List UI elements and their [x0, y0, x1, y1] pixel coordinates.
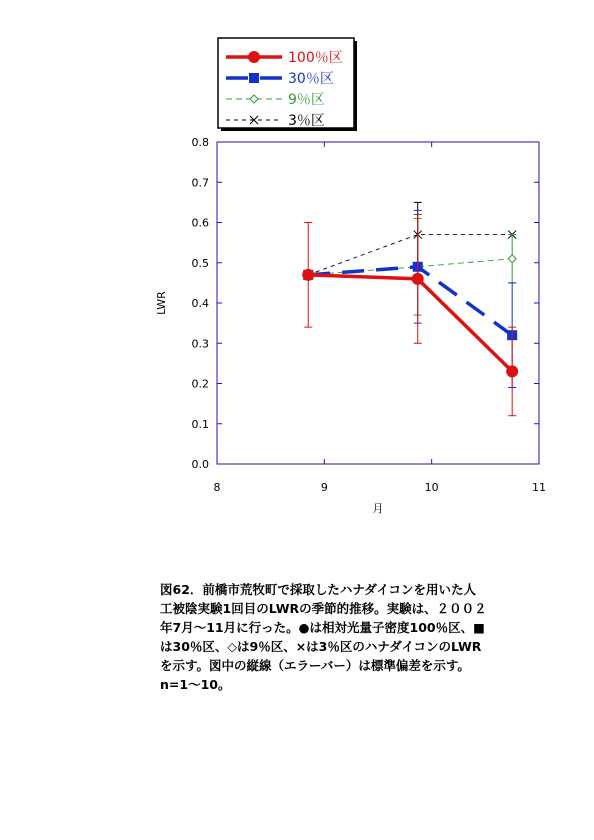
data-point: [508, 255, 516, 263]
series-square: [303, 210, 517, 387]
figure-caption: [160, 580, 560, 694]
series-line: [308, 275, 512, 372]
y-tick-label: 0.3: [191, 337, 209, 351]
caption-line: 図62．前橋市荒牧町で採取したハナダイコンを用いた人: [160, 582, 477, 597]
x-tick-label: 8: [213, 481, 221, 494]
x-axis: [214, 142, 547, 494]
caption-line: n=1～10。: [160, 677, 231, 692]
y-tick-label: 0.0: [191, 458, 209, 471]
legend-label: 9％区: [288, 92, 325, 108]
series-layer: [302, 202, 518, 415]
caption-line: 年7月～11月に行った。●は相対光量子密度100％区、■: [160, 620, 485, 635]
legend-marker: [249, 73, 259, 83]
caption-line: は30％区、◇は9％区、×は3％区のハナダイコンのLWR: [160, 639, 482, 654]
y-axis-label: LWR: [155, 291, 168, 315]
y-tick-label: 0.1: [191, 417, 209, 431]
series-circle: [302, 214, 518, 415]
plot-frame: [217, 142, 539, 464]
data-point: [302, 269, 314, 281]
legend: [218, 38, 357, 131]
y-tick-label: 0.8: [191, 136, 209, 149]
legend-label: 100％区: [288, 50, 343, 66]
x-axis-label: 月: [372, 502, 384, 515]
y-tick-label: 0.4: [191, 297, 209, 310]
y-tick-label: 0.7: [191, 176, 209, 190]
x-tick-label: 9: [320, 481, 328, 494]
legend-label: 30％区: [288, 71, 334, 87]
y-axis: [192, 136, 540, 471]
y-tick-label: 0.2: [191, 377, 209, 391]
caption-line: を示す。図中の縦線（エラーバー）は標準偏差を示す。: [160, 658, 470, 673]
caption-line: 工被陰実験1回目のLWRの季節的推移。実験は、２００２: [160, 601, 487, 616]
x-tick-label: 10: [424, 481, 439, 494]
data-point: [412, 273, 424, 285]
legend-marker: [248, 51, 260, 63]
y-tick-label: 0.6: [191, 216, 209, 230]
y-tick-label: 0.5: [191, 256, 209, 270]
legend-label: 3％区: [288, 113, 325, 129]
x-tick-label: 11: [532, 481, 546, 494]
data-point: [506, 365, 518, 377]
